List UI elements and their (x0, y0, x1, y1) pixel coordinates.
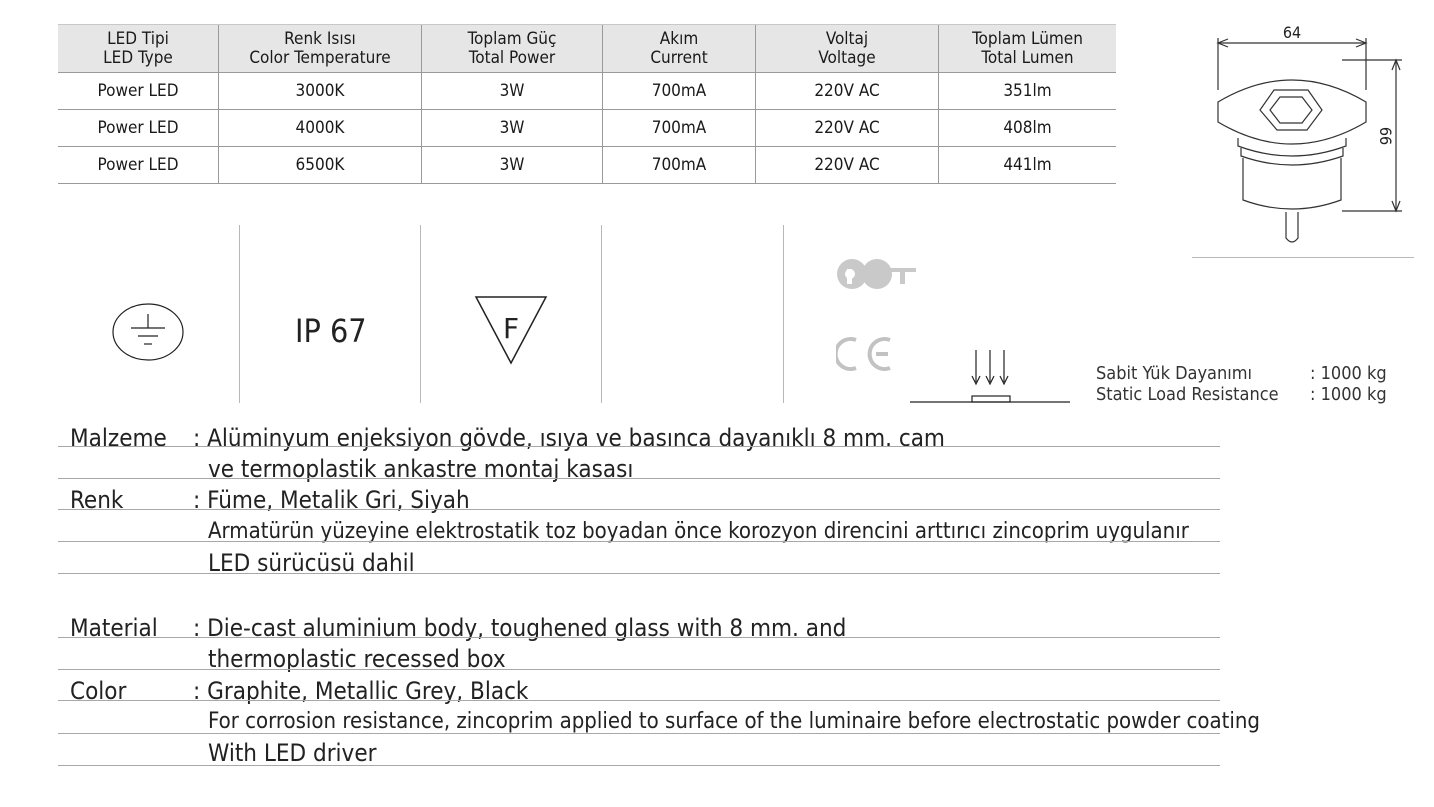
static-load-title: Sabit Yük Dayanımı Static Load Resistance (1096, 363, 1279, 405)
width-dimension-label: 64 (1282, 23, 1302, 42)
table-cell: 4000K (219, 110, 422, 147)
material-text-en-2: thermoplastic recessed box (208, 645, 506, 673)
static-load-value: : 1000 kg : 1000 kg (1310, 363, 1387, 405)
table-header-row (58, 25, 1116, 73)
color-label-tr: Renk (70, 486, 124, 514)
color-text-en: : Graphite, Metallic Grey, Black (193, 677, 529, 705)
divider (58, 478, 1220, 479)
material-label-en: Material (70, 614, 158, 642)
material-text-tr: : Alüminyum enjeksiyon gövde, ısıya ve basınca dayanıklı 8 mm. cam (193, 424, 945, 452)
driver-text-tr: LED sürücüsü dahil (208, 549, 415, 577)
material-text-en: : Die-cast aluminium body, toughened glass with 8 mm. and (193, 614, 847, 642)
divider (58, 637, 1220, 638)
table-cell: 3W (422, 73, 603, 110)
icon-divider (420, 225, 421, 403)
spec-table (58, 24, 1116, 184)
ce-mark-icon (836, 336, 900, 372)
material-label-tr: Malzeme (70, 424, 167, 452)
table-cell: 6500K (219, 147, 422, 184)
height-dimension-label: 66 (1376, 126, 1395, 146)
drawing-divider (1192, 257, 1414, 258)
table-cell: 3W (422, 147, 603, 184)
col-header-total-lumen: Toplam Lümen Total Lumen (939, 25, 1117, 73)
divider (58, 446, 1220, 447)
col-header-led-type: LED Tipi LED Type (58, 25, 219, 73)
divider (58, 700, 1220, 701)
f-mark-letter: F (502, 312, 520, 345)
table-cell: 700mA (603, 73, 756, 110)
color-label-en: Color (70, 677, 127, 705)
icon-divider (239, 225, 240, 403)
divider (58, 733, 1220, 734)
col-header-voltage: Voltaj Voltage (756, 25, 939, 73)
icon-divider (783, 225, 784, 403)
divider (58, 765, 1220, 766)
divider (58, 509, 1220, 510)
table-cell: 700mA (603, 147, 756, 184)
table-cell: Power LED (58, 147, 219, 184)
table-cell: 220V AC (756, 73, 939, 110)
table-cell: 441lm (939, 147, 1117, 184)
color-note-en: For corrosion resistance, zincoprim applied to surface of the luminaire before electrostatic powder coating (208, 709, 1261, 734)
table-cell: 220V AC (756, 110, 939, 147)
table-row (58, 147, 1116, 184)
table-cell: Power LED (58, 110, 219, 147)
divider (58, 541, 1220, 542)
table-row (58, 73, 1116, 110)
table-cell: Power LED (58, 73, 219, 110)
divider (58, 669, 1220, 670)
color-note-tr: Armatürün yüzeyine elektrostatik toz boyadan önce korozyon direncini arttırıcı zincoprim uygulanır (208, 519, 1189, 544)
col-header-current: Akım Current (603, 25, 756, 73)
fixture-technical-drawing (1190, 18, 1430, 263)
ground-symbol-icon (111, 302, 185, 362)
pct-certification-icon (836, 258, 918, 290)
col-header-total-power: Toplam Güç Total Power (422, 25, 603, 73)
divider (58, 573, 1220, 574)
icon-divider (601, 225, 602, 403)
ip-rating: IP 67 (295, 312, 367, 350)
col-header-color-temperature: Renk Isısı Color Temperature (219, 25, 422, 73)
driver-text-en: With LED driver (208, 739, 377, 767)
color-text-tr: : Füme, Metalik Gri, Siyah (193, 486, 470, 514)
f-mark-icon (474, 295, 548, 367)
table-cell: 408lm (939, 110, 1117, 147)
table-cell: 220V AC (756, 147, 939, 184)
table-cell: 3W (422, 110, 603, 147)
static-load-icon (906, 346, 1074, 406)
table-row (58, 110, 1116, 147)
table-cell: 700mA (603, 110, 756, 147)
material-text-tr-2: ve termoplastik ankastre montaj kasası (208, 455, 634, 483)
table-cell: 351lm (939, 73, 1117, 110)
table-cell: 3000K (219, 73, 422, 110)
